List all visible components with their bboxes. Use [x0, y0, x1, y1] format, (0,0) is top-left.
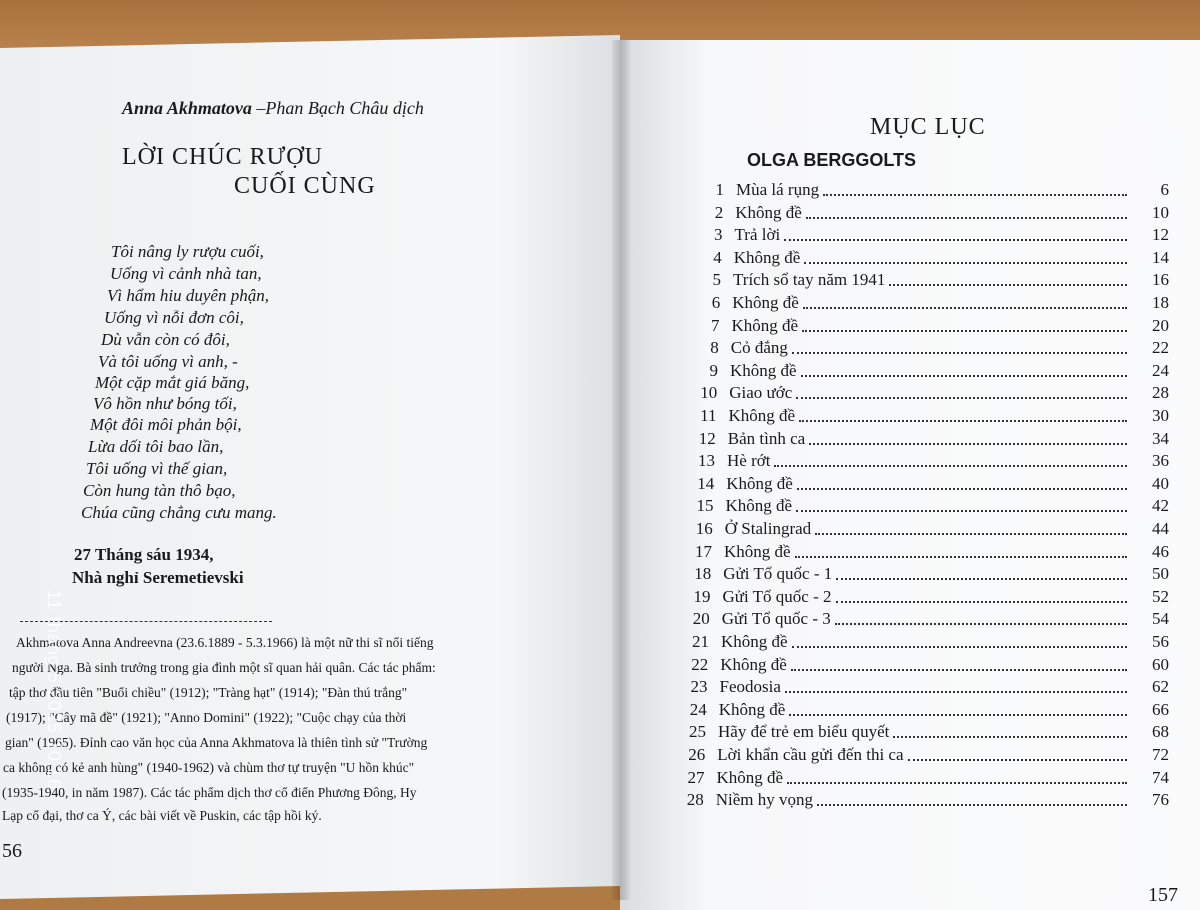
toc-entry: [684, 180, 1175, 202]
verse-line: Dù vẫn còn có đôi,: [101, 330, 230, 349]
toc-entry-title: Mùa lá rụng: [736, 180, 820, 199]
toc-leader-dots: [802, 330, 1127, 332]
toc-entry-page: 28: [1152, 383, 1169, 403]
toc-entry-title: Không đề: [731, 315, 799, 335]
toc-leader-dots: [784, 239, 1127, 241]
toc-entry-page: 50: [1152, 564, 1169, 584]
toc-entry-title: Không đề: [728, 406, 796, 425]
toc-entry-title: Feodosia: [719, 677, 781, 697]
toc-entry-page: 10: [1152, 202, 1169, 222]
toc-entry: [671, 587, 1176, 609]
toc-leader-dots: [796, 510, 1127, 512]
toc-entry: [673, 519, 1175, 541]
footnote-line: (1935-1940, in năm 1987). Các tác phẩm dịch thơ cổ điển Phương Đông, Hy: [2, 785, 417, 800]
toc-entry-number: 20: [692, 609, 710, 629]
toc-entry-number: 7: [711, 315, 720, 335]
toc-leader-dots: [893, 736, 1127, 738]
toc-entry-number: 4: [713, 247, 722, 267]
toc-entry-title: Không đề: [716, 767, 784, 787]
toc-entry-title: Không đề: [718, 699, 786, 719]
toc-entry-title: Không đề: [724, 541, 791, 561]
toc-leader-dots: [792, 646, 1127, 648]
toc-entry-page: 72: [1152, 745, 1169, 764]
toc-entry-number: 27: [687, 767, 705, 787]
verse-line: Tôi nâng ly rượu cuối,: [111, 242, 264, 261]
toc-entry-title: Giao ước: [729, 383, 793, 403]
toc-entry-number: 17: [695, 541, 712, 561]
toc-entry-page: 54: [1152, 609, 1169, 629]
toc-entry: [674, 496, 1176, 518]
toc-leader-dots: [774, 465, 1127, 467]
toc-leader-dots: [809, 443, 1127, 445]
toc-entry: [664, 790, 1175, 812]
toc-entry-number: 24: [689, 699, 707, 719]
toc-entry-page: 42: [1152, 496, 1169, 516]
footnote-line: người Nga. Bà sinh trưởng trong gia đình một sĩ quan hải quân. Các tác phẩm:: [12, 660, 436, 675]
toc-entry-title: Hãy để trẻ em biểu quyết: [718, 722, 890, 742]
verse-line: Uống vì nỗi đơn côi,: [104, 308, 244, 327]
toc-entry-number: 25: [689, 722, 706, 742]
verse-line: Một cặp mắt giá băng,: [95, 373, 250, 392]
toc-entry-number: 6: [711, 293, 721, 312]
toc-entry-title: Không đề: [730, 360, 797, 380]
verse-line: Còn hung tàn thô bạo,: [83, 481, 236, 500]
toc-entry-page: 6: [1160, 180, 1169, 199]
toc-entry: [681, 270, 1175, 292]
toc-entry: [665, 745, 1175, 767]
toc-entry-page: 62: [1152, 677, 1169, 697]
toc-entry-title: Ở Stalingrad: [724, 519, 812, 538]
footnote-line: gian" (1965). Đỉnh cao văn học của Anna Akhmatova là thiên tình sử "Trường: [5, 735, 428, 750]
footnote-line: (1917); "Cây mã đề" (1921); "Anno Domini" (1922); "Cuộc chạy của thời: [6, 710, 407, 725]
toc-entry-page: 16: [1152, 270, 1169, 290]
verse-line: Vì hẩm hiu duyên phận,: [107, 286, 269, 305]
toc-entry-title: Không đề: [721, 632, 788, 651]
toc-entry-title: Trích sổ tay năm 1941: [733, 270, 886, 290]
toc-leader-dots: [792, 352, 1127, 354]
toc-leader-dots: [789, 714, 1127, 716]
toc-leader-dots: [817, 804, 1127, 806]
toc-entry-number: 13: [698, 451, 715, 471]
toc-entry-number: 23: [690, 677, 708, 697]
toc-entry-title: Niềm hy vọng: [715, 790, 814, 810]
toc-leader-dots: [785, 691, 1127, 693]
toc-entry-page: 66: [1152, 699, 1169, 719]
timestamp-overlay: 11 tháng 5 2025 10:16: [44, 590, 64, 790]
toc-entry-title: Không đề: [732, 293, 799, 312]
toc-entry-number: 15: [696, 496, 714, 516]
right-page-number: 157: [1148, 884, 1178, 906]
poem-title-line2: CUỐI CÙNG: [234, 173, 376, 199]
footnote-line: Akhmatova Anna Andreevna (23.6.1889 - 5.3.1966) là một nữ thi sĩ nổi tiếng: [16, 635, 434, 650]
toc-entry-title: Gửi Tổ quốc - 1: [723, 564, 833, 584]
footnote-line: Lạp cổ đại, thơ ca Ý, các bài viết về Puskin, các tập hồi ký.: [2, 808, 322, 823]
verse-line: Vô hồn như bóng tối,: [93, 394, 237, 413]
toc-entry-number: 28: [686, 790, 704, 810]
toc-leader-dots: [791, 669, 1127, 671]
toc-entry: [668, 677, 1176, 699]
toc-entry-number: 14: [697, 473, 715, 493]
toc-entry-page: 14: [1152, 247, 1169, 267]
toc-entry-title: Bản tình ca: [727, 428, 806, 448]
toc-leader-dots: [797, 488, 1127, 490]
toc-entry: [680, 293, 1175, 315]
toc-entry-number: 19: [693, 586, 711, 606]
toc-entry-number: 3: [714, 225, 723, 245]
toc-entry: [666, 722, 1175, 744]
toc-entry-page: 68: [1152, 722, 1169, 742]
verse-line: Chúa cũng chẳng cưu mang.: [81, 503, 277, 522]
verse-line: Một đôi môi phản bội,: [90, 415, 242, 434]
toc-entry: [678, 361, 1175, 383]
toc-entry-title: Không đề: [726, 473, 793, 493]
toc-entry-page: 40: [1152, 473, 1169, 493]
poem-title-line1: LỜI CHÚC RƯỢU: [122, 144, 323, 170]
toc-leader-dots: [803, 307, 1127, 309]
toc-entry-page: 24: [1152, 360, 1169, 380]
toc-leader-dots: [801, 375, 1127, 377]
toc-entry-number: 2: [714, 202, 724, 222]
toc-entry-number: 16: [695, 519, 713, 538]
left-page-number: 56: [2, 840, 22, 862]
toc-section-heading: OLGA BERGGOLTS: [747, 150, 916, 170]
toc-title: MỤC LỤC: [870, 114, 986, 140]
toc-entry-title: Hè rớt: [727, 451, 771, 471]
toc-entry-title: Cỏ đắng: [730, 338, 788, 358]
verse-line: Lừa dối tôi bao lần,: [88, 437, 224, 456]
toc-entry: [683, 225, 1176, 247]
toc-entry: [677, 406, 1176, 428]
verse-line: Và tôi uống vì anh, -: [98, 352, 238, 371]
toc-entry: [676, 429, 1175, 451]
toc-leader-dots: [804, 262, 1127, 264]
toc-entry-number: 8: [710, 338, 719, 358]
toc-leader-dots: [815, 533, 1127, 535]
footnote-line: ca không có kẻ anh hùng" (1940-1962) và chùm thơ tự truyện "U hồn khúc": [3, 760, 415, 775]
toc-entry-number: 1: [715, 180, 724, 199]
toc-entry: [665, 768, 1176, 790]
toc-leader-dots: [836, 601, 1128, 603]
running-header: [122, 98, 424, 119]
toc-leader-dots: [835, 623, 1127, 625]
verse-line: Uống vì cảnh nhà tan,: [110, 264, 262, 283]
toc-entry-page: 56: [1152, 632, 1169, 651]
toc-entry-title: Không đề: [725, 496, 793, 516]
header-translator: –Phan Bạch Châu dịch: [251, 98, 424, 118]
toc-entry-title: Không đề: [733, 247, 801, 267]
toc-entry-page: 22: [1152, 338, 1169, 358]
toc-leader-dots: [795, 556, 1127, 558]
toc-entry-page: 30: [1152, 406, 1169, 425]
toc-entry-page: 76: [1152, 790, 1169, 810]
toc-leader-dots: [787, 782, 1127, 784]
toc-leader-dots: [908, 759, 1127, 761]
toc-entry-number: 26: [688, 745, 706, 764]
toc-entry: [677, 383, 1175, 405]
toc-entry: [669, 632, 1175, 654]
toc-entry: [680, 316, 1176, 338]
toc-entry-number: 5: [712, 270, 721, 290]
toc-entry-title: Lời khẩn cầu gửi đến thi ca: [717, 745, 904, 764]
toc-entry-page: 34: [1152, 428, 1169, 448]
toc-entry: [675, 451, 1175, 473]
toc-entry-number: 11: [700, 406, 717, 425]
toc-entry-page: 12: [1152, 225, 1169, 245]
toc-leader-dots: [836, 578, 1127, 580]
toc-entry-title: Gửi Tổ quốc - 2: [722, 586, 832, 606]
toc-entry-title: Không đề: [735, 202, 802, 222]
poem-place: Nhà nghỉ Seremetievski: [72, 568, 244, 587]
toc-entry-number: 10: [700, 383, 718, 403]
poem-date: 27 Tháng sáu 1934,: [74, 545, 214, 564]
toc-entry-page: 36: [1152, 451, 1169, 471]
toc-entry: [670, 609, 1175, 631]
toc-entry-number: 21: [692, 632, 709, 651]
toc-entry: [667, 700, 1175, 722]
toc-leader-dots: [889, 284, 1127, 286]
toc-leader-dots: [806, 217, 1127, 219]
toc-entry: [672, 542, 1175, 564]
toc-entry: [683, 203, 1175, 225]
toc-entry-page: 60: [1152, 654, 1169, 674]
toc-entry-page: 20: [1152, 315, 1169, 335]
toc-leader-dots: [823, 194, 1127, 196]
toc-entry-title: Gửi Tổ quốc - 3: [721, 609, 831, 629]
toc-entry: [668, 655, 1175, 677]
toc-entry-number: 12: [698, 428, 716, 448]
toc-entry: [682, 248, 1175, 270]
toc-entry-number: 9: [709, 360, 718, 380]
verse-line: Tôi uống vì thế gian,: [86, 459, 228, 478]
toc-entry-page: 18: [1152, 293, 1169, 312]
toc-entry-page: 74: [1152, 767, 1169, 787]
toc-entry-page: 44: [1152, 519, 1169, 538]
toc-leader-dots: [796, 397, 1127, 399]
toc-entry: [679, 338, 1175, 360]
toc-entry-page: 52: [1152, 586, 1169, 606]
toc-entry-title: Không đề: [720, 654, 787, 674]
toc-entry: [671, 564, 1175, 586]
toc-entry-number: 22: [691, 654, 709, 674]
toc-entry-number: 18: [694, 564, 712, 584]
footnote-line: tập thơ đầu tiên "Buổi chiều" (1912); "Tràng hạt" (1914); "Đàn thú trắng": [9, 685, 408, 700]
book-gutter: [612, 40, 630, 900]
toc-entry: [674, 474, 1175, 496]
toc-entry-page: 46: [1152, 541, 1169, 561]
toc-leader-dots: [799, 420, 1127, 422]
header-author: Anna Akhmatova: [122, 98, 252, 118]
toc-entry-title: Trả lời: [734, 225, 781, 245]
